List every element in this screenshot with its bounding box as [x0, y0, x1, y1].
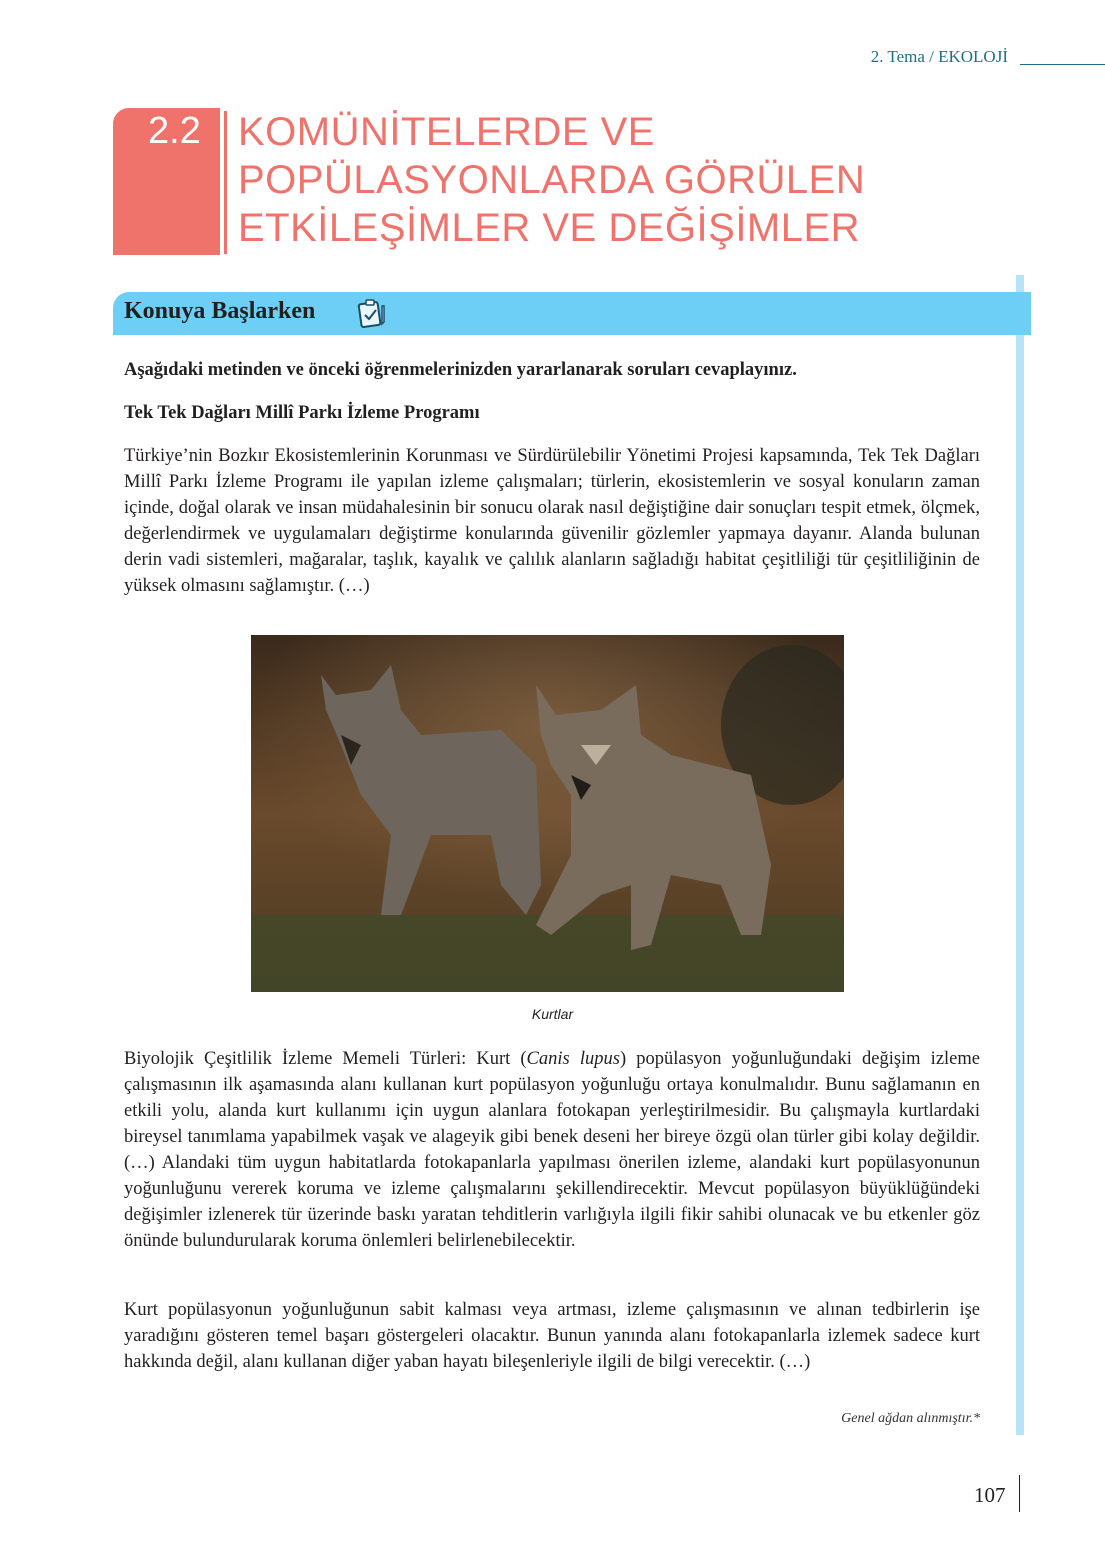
title-line: POPÜLASYONLARDA GÖRÜLEN	[238, 158, 866, 202]
title-line: KOMÜNİTELERDE VE	[238, 110, 655, 154]
paragraph: Türkiye’nin Bozkır Ekosistemlerinin Korunması ve Sürdürülebilir Yönetimi Projesi kapsamında, Tek Tek Dağları Millî Parkı İzleme Programı ile yapılan izleme çalışmaları; türlerin, ekosistemlerin ve sosyal konuların zaman içinde, doğal olarak ve insan müdahalesinin bir sonucu olarak nasıl değiştiğine dair sonuçları tespit etmek, ölçmek, değerlendirmek ve uygulamaları değiştirme konularında güvenilir gözlemler yapmaya dayanır. Alanda bulunan derin vadi sistemleri, mağaralar, taşlık, kayalık ve çalılık alanların sağladığı habitat çeşitliliği tür çeşitliliğinin de yüksek olmasını sağlamıştır. (…)	[124, 446, 980, 596]
paragraph	[124, 1046, 980, 1254]
section-title	[238, 108, 865, 252]
title-divider	[224, 111, 227, 254]
paragraph-text: Biyolojik Çeşitlilik İzleme Memeli Türleri: Kurt (	[124, 1049, 527, 1069]
header-rule	[1020, 64, 1105, 65]
theme-header: 2. Tema / EKOLOJİ	[870, 47, 1008, 66]
wolves-photo	[251, 635, 844, 992]
paragraph: Kurt popülasyonun yoğunluğunun sabit kalması veya artması, izleme çalışmasının ve alınan tedbirlerin işe yaradığını gösteren temel başarı göstergeleri olacaktır. Bunun yanında alanı fotokapanlarla izlemek sadece kurt hakkında değil, alanı kullanan diğer yaban hayatı bileşenleriyle ilgili de bilgi verecektir. (…)	[124, 1300, 980, 1372]
section-number: 2.2	[148, 110, 201, 152]
page-number-rule	[1019, 1475, 1020, 1512]
page-number: 107	[974, 1483, 1006, 1507]
intro-band-label: Konuya Başlarken	[124, 298, 316, 324]
title-line: ETKİLEŞİMLER VE DEĞİŞİMLER	[238, 206, 861, 250]
article-title: Tek Tek Dağları Millî Parkı İzleme Programı	[124, 403, 480, 423]
species-name: Canis lupus	[526, 1049, 620, 1069]
clipboard-check-icon	[356, 298, 388, 330]
side-accent-bar	[1016, 275, 1024, 1435]
paragraph-text: ) popülasyon yoğunluğundaki değişim izleme çalışmasının ilk aşamasında alanı kullanan kurt popülasyon yoğunluğu ortaya konulmalıdır. Bunu sağlamanın en etkili yolu, alanda kurt kullanımı için uygun alanlara fotokapan yerleştirilmesidir. Bu çalışmayla kurtlardaki bireysel tanımlama yapabilmek vaşak ve alageyik gibi benek deseni her bireye özgü olan türler gibi kolay değildir. (…) Alandaki tüm uygun habitatlarda fotokapanlarla yapılması önerilen izleme, alandaki kurt popülasyonunun yoğunluğunu vererek koruma ve izleme çalışmalarını şekillendirecektir. Mevcut popülasyon büyüklüğündeki değişimler izlenerek tür üzerinde baskı yaratan tehditlerin varlığıyla ilgili fikir sahibi olunacak ve bu etkenler göz önünde bulundurularak koruma önlemleri belirlenebilecektir.	[124, 1049, 980, 1251]
source-note: Genel ağdan alınmıştır.*	[841, 1411, 980, 1426]
instruction: Aşağıdaki metinden ve önceki öğrenmelerinizden yararlanarak soruları cevaplayınız.	[124, 360, 797, 380]
figure-caption: Kurtlar	[531, 1006, 574, 1022]
